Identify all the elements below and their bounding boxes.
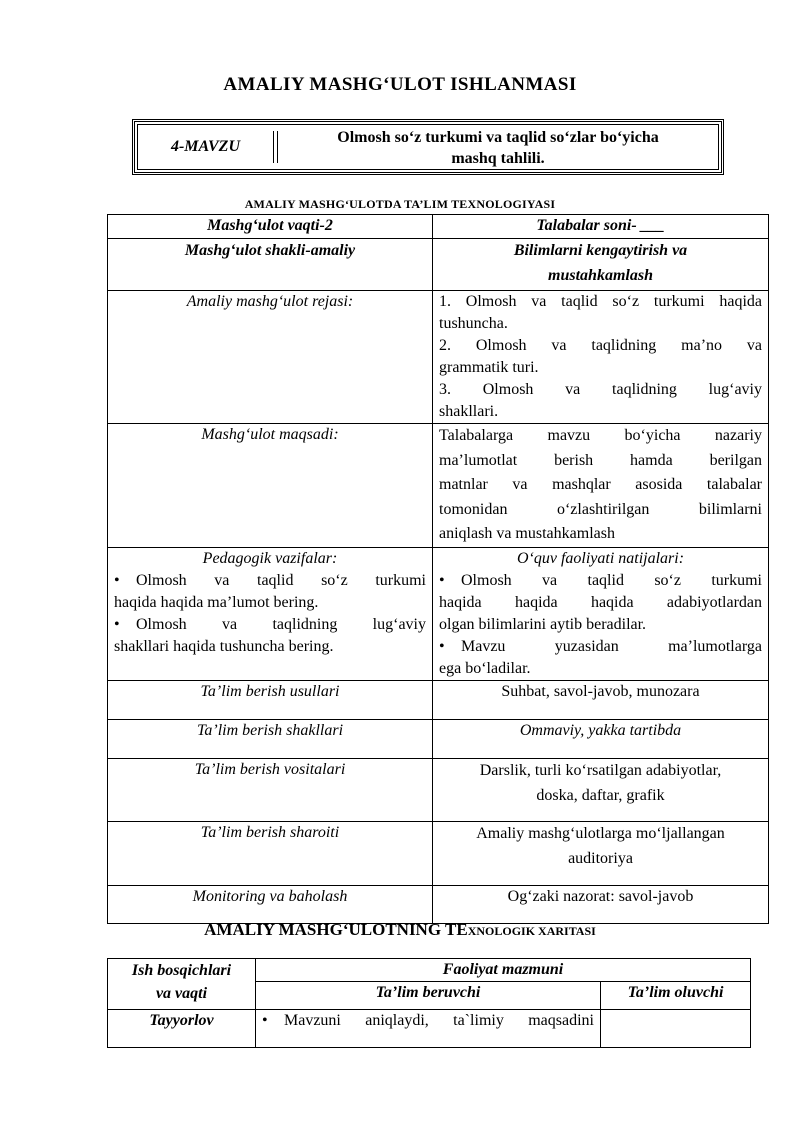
table-row bbox=[108, 424, 769, 548]
teacher-activity: • Mavzuni aniqlaydi, ta`limiy maqsadini bbox=[256, 1010, 601, 1048]
list-item: • Olmosh va taqlidning lug‘aviy shakllari haqida tushuncha bering. bbox=[114, 614, 426, 658]
learner-header: Ta’lim oluvchi bbox=[601, 982, 751, 1010]
table-row: Ta’lim berish sharoiti Amaliy mashg‘ulotlarga mo‘ljallangan auditoriya bbox=[108, 822, 769, 886]
activity-header: Faoliyat mazmuni bbox=[256, 959, 751, 982]
list-item: 1. Olmosh va taqlid so‘z turkumi haqida tushuncha. bbox=[439, 293, 762, 332]
pedagogic-tasks: Pedagogik vazifalar: • Olmosh va taqlid so‘z turkumi haqida haqida ma’lumot bering. • Olmosh va taqlidning lug‘aviy shakllari haqida tushuncha bering. bbox=[108, 548, 433, 681]
table-row bbox=[108, 215, 769, 239]
goal-label: Mashg‘ulot maqsadi: bbox=[108, 424, 433, 548]
table-row: Ta’lim berish usullari Suhbat, savol-javob, munozara bbox=[108, 681, 769, 720]
topic-title: Olmosh so‘z turkumi va taqlid so‘zlar bo‘yicha mashq tahlili. bbox=[337, 129, 659, 167]
teacher-header: Ta’lim beruvchi bbox=[256, 982, 601, 1010]
stage-header: Ish bosqichlari va vaqti bbox=[108, 959, 256, 1010]
learner-activity bbox=[601, 1010, 751, 1048]
stage-name: Tayyorlov bbox=[108, 1010, 256, 1048]
list-item: 3. Olmosh va taqlidning lug‘aviy shakllari. bbox=[439, 381, 762, 420]
plan-list bbox=[433, 291, 769, 424]
table-row bbox=[108, 548, 769, 681]
list-item: 2. Olmosh va taqlidning ma’no va grammatik turi. bbox=[439, 337, 762, 376]
list-item: • Olmosh va taqlid so‘z turkumi haqida haqida haqida adabiyotlardan olgan bilimlarini aytib beradilar. bbox=[439, 570, 762, 636]
table-row bbox=[108, 239, 769, 291]
students-count: Talabalar soni- ___ bbox=[433, 215, 769, 239]
session-form-label: Mashg‘ulot shakli-amaliy bbox=[108, 239, 433, 291]
page-title: AMALIY MASHG‘ULOT ISHLANMASI bbox=[223, 74, 577, 95]
topic-number: 4-MAVZU bbox=[170, 138, 241, 155]
session-time: Mashg‘ulot vaqti-2 bbox=[108, 215, 433, 239]
topic-box bbox=[132, 119, 724, 175]
plan-label: Amaliy mashg‘ulot rejasi: bbox=[108, 291, 433, 424]
tech-subheading: AMALIY MASHG‘ULOTDA TA’LIM TEXNOLOGIYASI bbox=[244, 197, 556, 211]
table-row bbox=[108, 1010, 751, 1048]
goal-text: Talabalarga mavzu bo‘yicha nazariy ma’lumotlat berish hamda berilgan matnlar va mashqlar asosida talabalar tomonidan o‘zlashtirilgan bilimlarni aniqlash va mustahkamlash bbox=[433, 424, 769, 548]
table-row: Ta’lim berish shakllari Ommaviy, yakka tartibda bbox=[108, 720, 769, 759]
map-title: AMALIY MASHG‘ULOTNING TEXNOLOGIK XARITASI bbox=[204, 920, 596, 939]
list-item: • Olmosh va taqlid so‘z turkumi haqida haqida ma’lumot bering. bbox=[114, 570, 426, 614]
session-form-value: Bilimlarni kengaytirish va mustahkamlash bbox=[433, 239, 769, 291]
table-row: Monitoring va baholash Og‘zaki nazorat: savol-javob bbox=[108, 886, 769, 924]
table-row: Ta’lim berish vositalari Darslik, turli ko‘rsatilgan adabiyotlar, doska, daftar, grafik bbox=[108, 759, 769, 822]
learning-results: O‘quv faoliyati natijalari: • Olmosh va taqlid so‘z turkumi haqida haqida haqida adabiyotlardan olgan bilimlarini aytib beradilar. • Mavzu yuzasidan ma’lumotlarga ega bo‘ladilar. bbox=[433, 548, 769, 681]
list-item: • Mavzu yuzasidan ma’lumotlarga ega bo‘ladilar. bbox=[439, 636, 762, 680]
table-row bbox=[108, 291, 769, 424]
table-row bbox=[108, 959, 751, 982]
technology-map-table bbox=[107, 958, 751, 1048]
technology-table bbox=[107, 214, 769, 924]
